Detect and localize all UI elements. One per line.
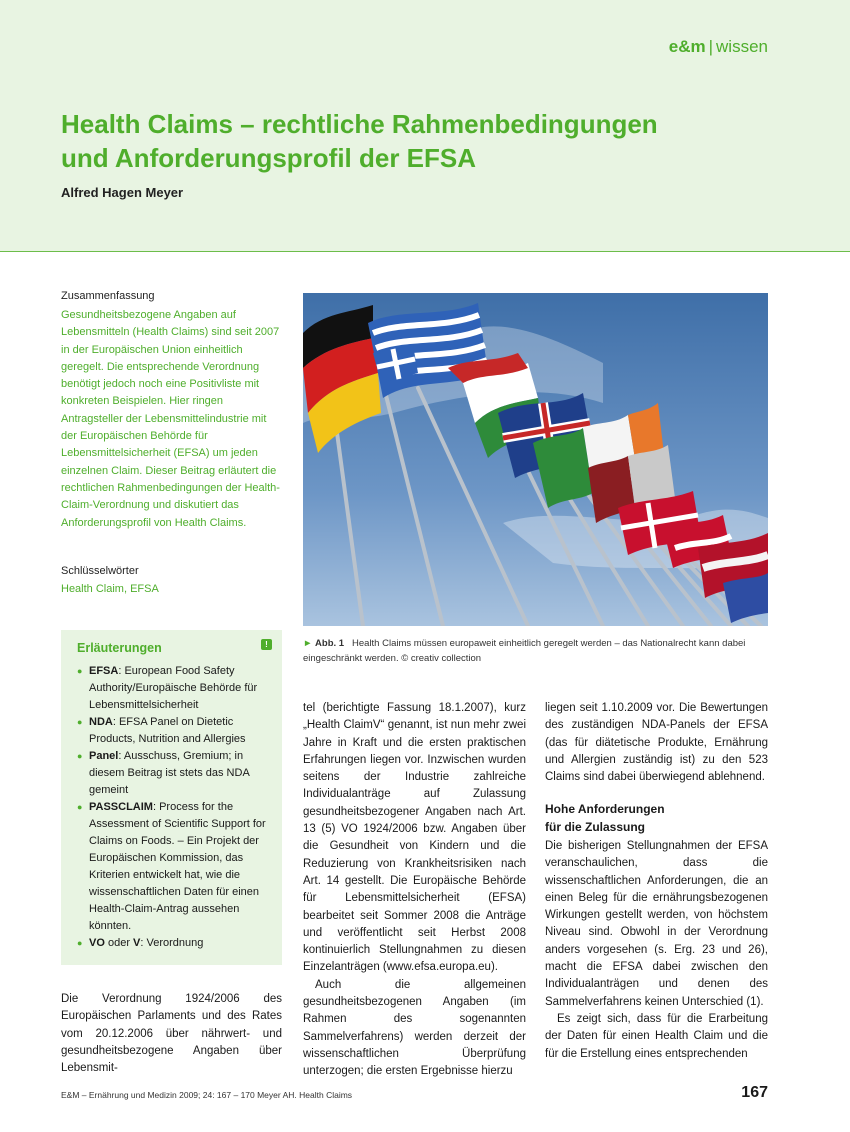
glossary-item xyxy=(77,935,277,952)
glossary-item xyxy=(77,663,277,714)
glossary-item xyxy=(77,799,277,935)
body-paragraph: Es zeigt sich, dass für die Erarbeitung der Daten für einen Health Claim und die für die Erstellung eines entsprechenden xyxy=(545,1012,768,1060)
body-paragraph: Auch die allgemeinen gesundheitsbezogenen Angaben (im Rahmen des sogenannten Sammelverfahrens) werden derzeit der wissenschaftlichen Überprüfung unterzogen; die ersten Ergebnisse hierzu xyxy=(303,978,526,1078)
glossary-term: Panel xyxy=(89,750,119,762)
glossary-box xyxy=(61,630,282,965)
caption-arrow-icon: ► xyxy=(303,638,313,649)
author: Alfred Hagen Meyer xyxy=(61,185,184,200)
glossary-title: Erläuterungen xyxy=(77,641,162,655)
section-heading xyxy=(545,800,768,836)
journal-tag xyxy=(669,37,768,57)
body-column-3-top xyxy=(545,700,768,786)
article-title-line2: und Anforderungsprofil der EFSA xyxy=(61,143,477,173)
header-rule xyxy=(0,251,850,252)
glossary-definition: : Ausschuss, Gremium; in diesem Beitrag ist stets das NDA gemeint xyxy=(89,750,250,796)
journal-section: wissen xyxy=(716,37,768,56)
glossary-definition: : Verordnung xyxy=(140,937,204,949)
exclamation-icon: ! xyxy=(261,639,272,650)
figure-caption xyxy=(303,636,768,666)
flags-photo xyxy=(303,293,768,626)
glossary-term: PASSCLAIM xyxy=(89,801,153,813)
footer-citation: E&M – Ernährung und Medizin 2009; 24: 167 – 170 Meyer AH. Health Claims xyxy=(61,1090,353,1100)
section-heading-line1: Hohe Anforderungen xyxy=(545,802,665,816)
article-title xyxy=(61,107,761,175)
glossary-definition: : Process for the Assessment of Scientific Support for Claims on Foods. – Ein Projekt der Europäischen Kommission, das Kriterien entwickelt hat, wie die wissenschaftlichen Daten für einen Health-Claim-Antrag aussehen könnten. xyxy=(89,801,266,932)
keywords-text: Health Claim, EFSA xyxy=(61,583,159,595)
body-column-2 xyxy=(303,700,526,1081)
glossary-list xyxy=(77,663,277,952)
body-column-1: Die Verordnung 1924/2006 des Europäischen Parlaments und des Rates vom 20.12.2006 über nährwert- und gesundheitsbezogene Angaben über Lebensmit- xyxy=(61,993,282,1075)
abstract-heading: Zusammenfassung xyxy=(61,290,155,302)
figure-caption-text: Health Claims müssen europaweit einheitlich geregelt werden – das Nationalrecht kann dabei eingeschränkt werden. © creativ collection xyxy=(303,638,746,664)
glossary-term: NDA xyxy=(89,716,113,728)
glossary-item xyxy=(77,714,277,748)
section-heading-line2: für die Zulassung xyxy=(545,820,646,834)
figure-label: Abb. 1 xyxy=(315,638,345,649)
journal-brand: e&m xyxy=(668,37,706,56)
body-column-3-bottom xyxy=(545,838,768,1063)
flags-photo-image xyxy=(303,293,768,626)
body-paragraph: Die bisherigen Stellungnahmen der EFSA veranschaulichen, dass die wissenschaftlichen Anforderungen, die an einen Beleg für die ernährungsbezogenen Wirkungen gestellt werden, von höchstem Niveau sind. Obwohl in der Verordnung anders vorgesehen (s. Erg. 23 und 26), macht die EFSA dabei zwischen den Individualanträgen und denen des Sammelverfahrens keinen Unterschied (1). xyxy=(545,840,768,1008)
glossary-definition: : European Food Safety Authority/Europäische Behörde für Lebensmittelsicherheit xyxy=(89,665,258,711)
glossary-term: V xyxy=(133,937,141,949)
journal-tag-separator: | xyxy=(708,37,714,56)
article-title-line1: Health Claims – rechtliche Rahmenbedingungen xyxy=(61,109,658,139)
keywords-heading: Schlüsselwörter xyxy=(61,565,139,577)
glossary-connector: oder xyxy=(104,937,134,949)
body-paragraph: liegen seit 1.10.2009 vor. Die Bewertungen des zuständigen NDA-Panels der EFSA (das für diätetische Produkte, Ernährung und Allergien zuständig ist) zu den 523 Claims sind dabei überwiegend ablehnend. xyxy=(545,702,768,784)
glossary-definition: : EFSA Panel on Dietetic Products, Nutrition and Allergies xyxy=(89,716,246,745)
glossary-item xyxy=(77,748,277,799)
glossary-term: EFSA xyxy=(89,665,119,677)
glossary-term: VO xyxy=(89,937,105,949)
body-paragraph: tel (berichtigte Fassung 18.1.2007), kurz „Health ClaimV“ genannt, ist nun mehr zwei Jahre in Kraft und die ersten praktischen Erfahrungen liegen vor. Inzwischen wurden seitens der Industrie zahlreiche Individualanträge auf Zulassung gesundheitsbezogener Angaben nach Art. 13 (5) VO 1924/2006 bzw. Angaben über die Gesundheit von Kindern und die Reduzierung von Krankheitsrisiken nach Art. 14 gestellt. Die Europäische Behörde für Lebensmittelsicherheit (EFSA) bearbeitet seit Sommer 2008 die Anträge und veröffentlicht seit Herbst 2008 kontinuierlich Stellungnahmen zu diesen Einzelanträgen (www.efsa.europa.eu). xyxy=(303,702,526,974)
page-number: 167 xyxy=(741,1084,768,1101)
abstract-text: Gesundheitsbezogene Angaben auf Lebensmitteln (Health Claims) sind seit 2007 in der Europäischen Union einheitlich geregelt. Die entsprechende Verordnung benötigt jedoch noch eine Positivliste mit konkreten Beispielen. Hier ringen Antragsteller der Lebensmittelindustrie mit der Europäischen Behörde für Lebensmittelsicherheit (EFSA) um jeden einzelnen Claim. Dieser Beitrag erläutert die rechtlichen Rahmenbedingungen der Health-Claim-Verordnung und diskutiert das Anforderungsprofil von Health Claims. xyxy=(61,309,280,529)
